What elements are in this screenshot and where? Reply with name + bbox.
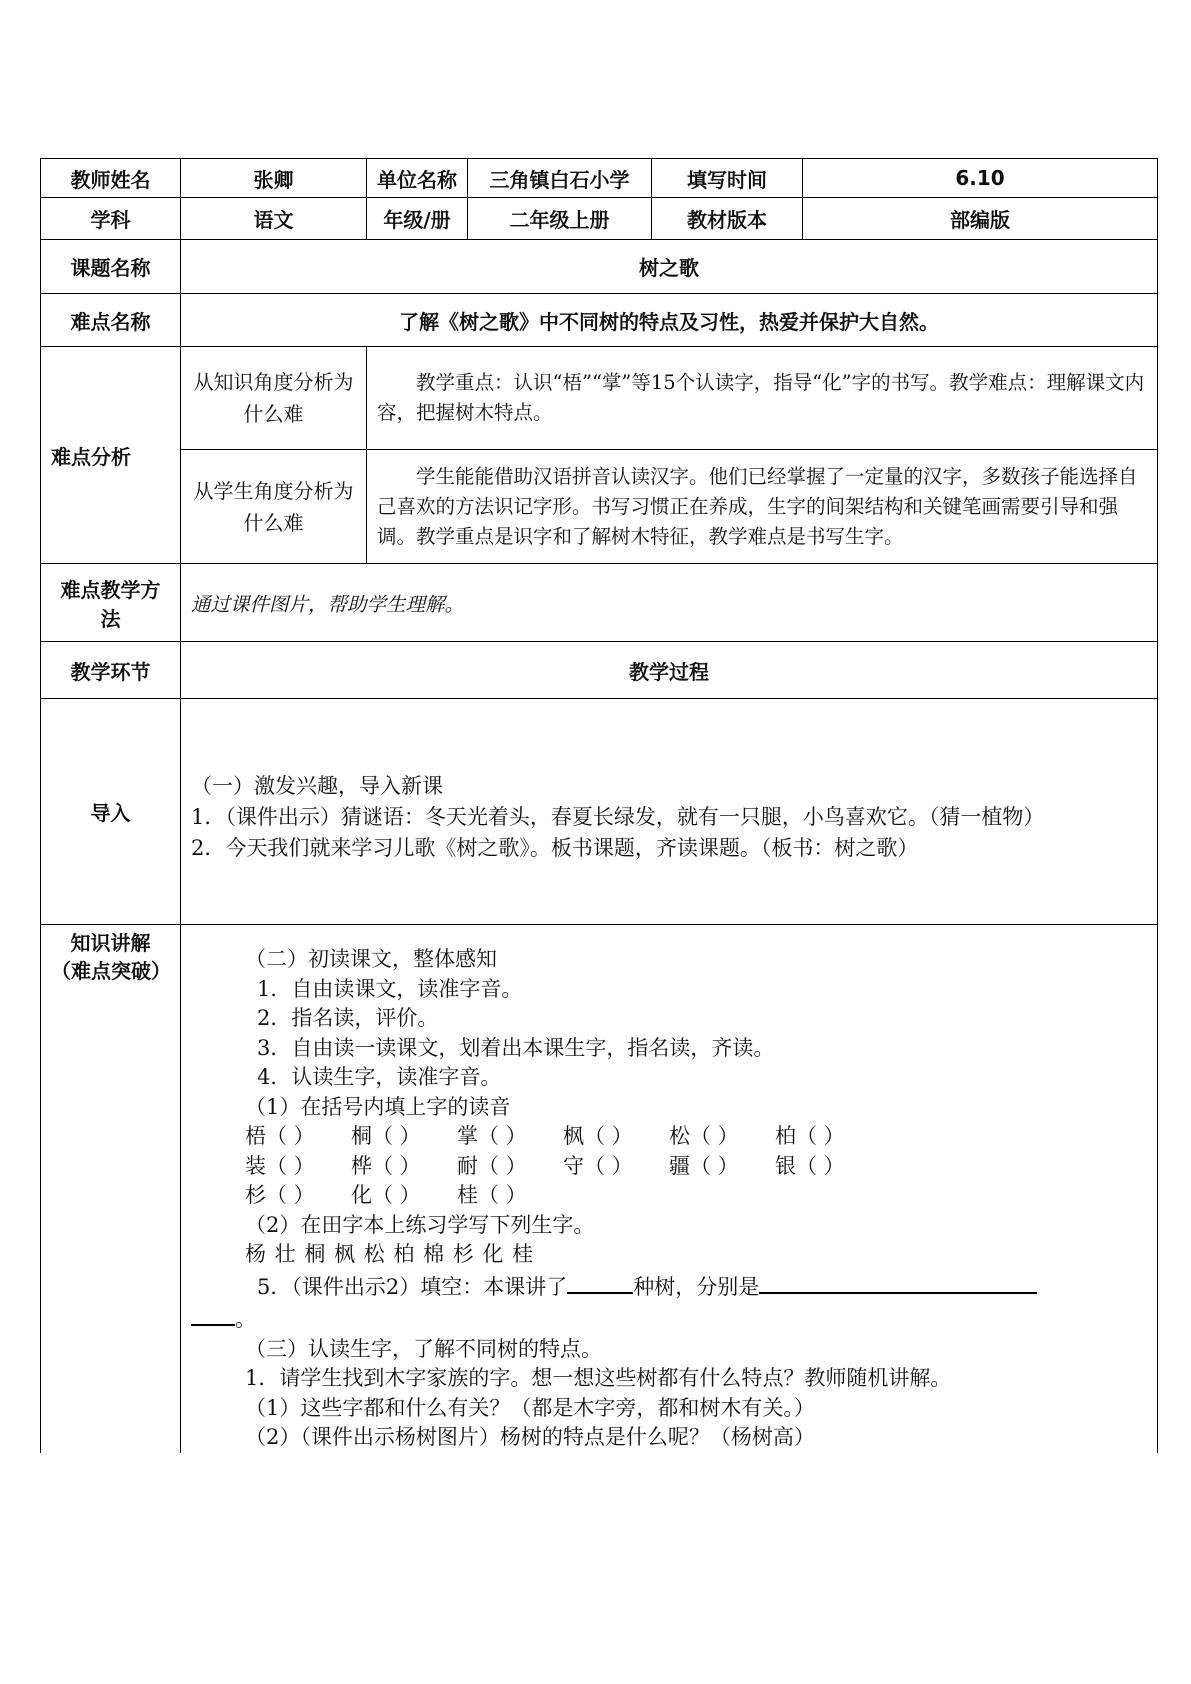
- char-item: 杉（ ）: [245, 1183, 315, 1207]
- method-label: 难点教学方法: [41, 564, 181, 642]
- chars-row-1: [191, 1122, 1147, 1152]
- method-text: 通过课件图片，帮助学生理解。: [181, 564, 1158, 642]
- section-3-heading: （三）认读生字，了解不同树的特点。: [245, 1336, 602, 1361]
- char-item: 耐（ ）: [457, 1153, 527, 1178]
- question-1a: （1）这些字都和什么有关？（都是木字旁，都和树木有关。）: [245, 1395, 815, 1420]
- process-stage-label: 教学环节: [41, 642, 181, 699]
- step-4: 4．认读生字，读准字音。: [257, 1065, 502, 1089]
- topic-label: 课题名称: [41, 240, 181, 294]
- question-1: 1．请学生找到木字家族的字。想一想这些树都有什么特点？教师随机讲解。: [245, 1366, 952, 1390]
- chars-row-2: [191, 1152, 1147, 1182]
- knowledge-label-line-1: 知识讲解: [70, 931, 151, 955]
- unit-name-label: 单位名称: [367, 159, 468, 198]
- teacher-name-value: 张卿: [181, 159, 367, 198]
- fill-end: 。: [235, 1307, 256, 1331]
- student-angle-text: 学生能能借助汉语拼音认读汉字。他们已经掌握了一定量的汉字，多数孩子能选择自己喜欢的方法识记字形。书写习惯正在养成，生字的间架结构和关键笔画需要引导和强调。教学重点是识字和了解树木特征，教学难点是书写生字。: [367, 450, 1158, 564]
- subject-value: 语文: [181, 198, 367, 240]
- lesson-plan-table: [40, 158, 1158, 1453]
- fill-text-a: 5．（课件出示2）填空：本课讲了: [257, 1274, 568, 1299]
- process-header-row: [41, 642, 1158, 699]
- intro-content: [181, 699, 1158, 925]
- blank-names-cont: [191, 1302, 235, 1326]
- question-1b: （2）（课件出示杨树图片）杨树的特点是什么呢？（杨树高）: [245, 1425, 815, 1449]
- knowledge-angle-text: 教学重点：认识“梧”“掌”等15个认读字，指导“化”字的书写。教学难点：理解课文内容，把握树木特点。: [367, 347, 1158, 450]
- char-item: 桐（ ）: [351, 1124, 421, 1148]
- section-2-heading: （二）初读课文，整体感知: [245, 947, 497, 971]
- intro-label: 导入: [41, 699, 181, 925]
- step-2: 2．指名读，评价。: [257, 1006, 439, 1030]
- char-item: 疆（ ）: [669, 1153, 739, 1178]
- knowledge-angle-label: 从知识角度分析为什么难: [181, 347, 367, 450]
- char-item: 松（ ）: [669, 1124, 739, 1148]
- teacher-name-label: 教师姓名: [41, 159, 181, 198]
- intro-line-3: 2．今天我们就来学习儿歌《树之歌》。板书课题，齐读课题。（板书：树之歌）: [191, 836, 919, 860]
- fill-time-label: 填写时间: [652, 159, 803, 198]
- difficulty-value: 了解《树之歌》中不同树的特点及习性，热爱并保护大自然。: [181, 294, 1158, 347]
- analysis-label: 难点分析: [41, 347, 181, 564]
- fill-blank-line: [191, 1270, 1147, 1303]
- topic-value: 树之歌: [181, 240, 1158, 294]
- char-item: 银（ ）: [775, 1153, 845, 1178]
- difficulty-label: 难点名称: [41, 294, 181, 347]
- char-item: 梧（ ）: [245, 1124, 315, 1148]
- process-title: 教学过程: [181, 642, 1158, 699]
- chars-row-3: [191, 1181, 1147, 1211]
- knowledge-label-line-2: （难点突破）: [51, 959, 171, 983]
- method-row: [41, 564, 1158, 642]
- textbook-version-label: 教材版本: [652, 198, 803, 240]
- sub-task-2: （2）在田字本上练习学写下列生字。: [245, 1212, 595, 1237]
- step-1: 1．自由读课文，读准字音。: [257, 976, 523, 1001]
- unit-name-value: 三角镇白石小学: [468, 159, 652, 198]
- difficulty-row: [41, 294, 1158, 347]
- char-item: 桦（ ）: [351, 1153, 421, 1178]
- blank-count: [567, 1270, 633, 1294]
- char-item: 柏（ ）: [775, 1124, 845, 1148]
- analysis-student-row: [41, 450, 1158, 564]
- fill-text-b: 种树，分别是: [633, 1274, 760, 1299]
- char-item: 桂（ ）: [457, 1183, 527, 1207]
- intro-line-2: 1．（课件出示）猜谜语：冬天光着头，春夏长绿发，就有一只腿，小鸟喜欢它。（猜一植物）: [191, 805, 1045, 829]
- blank-names: [759, 1270, 1037, 1294]
- char-item: 守（ ）: [563, 1153, 633, 1178]
- subject-label: 学科: [41, 198, 181, 240]
- sub-task-1: （1）在括号内填上字的读音: [245, 1094, 511, 1119]
- step-3: 3．自由读一读课文，划着出本课生字，指名读，齐读。: [257, 1035, 775, 1060]
- header-row-1: [41, 159, 1158, 198]
- grade-value: 二年级上册: [468, 198, 652, 240]
- fill-time-value: 6.10: [803, 159, 1158, 198]
- fill-blank-continued: [191, 1302, 1147, 1335]
- lesson-plan-sheet: [40, 158, 1157, 1453]
- student-angle-label: 从学生角度分析为什么难: [181, 450, 367, 564]
- char-item: 装（ ）: [245, 1153, 315, 1178]
- char-item: 枫（ ）: [563, 1124, 633, 1148]
- knowledge-row: [41, 925, 1158, 1453]
- knowledge-content: [181, 925, 1158, 1453]
- char-item: 化（ ）: [351, 1183, 421, 1207]
- header-row-2: [41, 198, 1158, 240]
- intro-row: [41, 699, 1158, 925]
- analysis-knowledge-row: [41, 347, 1158, 450]
- knowledge-label: [41, 925, 181, 1453]
- textbook-version-value: 部编版: [803, 198, 1158, 240]
- write-chars: 杨 壮 桐 枫 松 柏 棉 杉 化 桂: [245, 1242, 535, 1266]
- intro-line-1: （一）激发兴趣，导入新课: [191, 774, 443, 798]
- topic-row: [41, 240, 1158, 294]
- char-item: 掌（ ）: [457, 1124, 527, 1148]
- grade-label: 年级/册: [367, 198, 468, 240]
